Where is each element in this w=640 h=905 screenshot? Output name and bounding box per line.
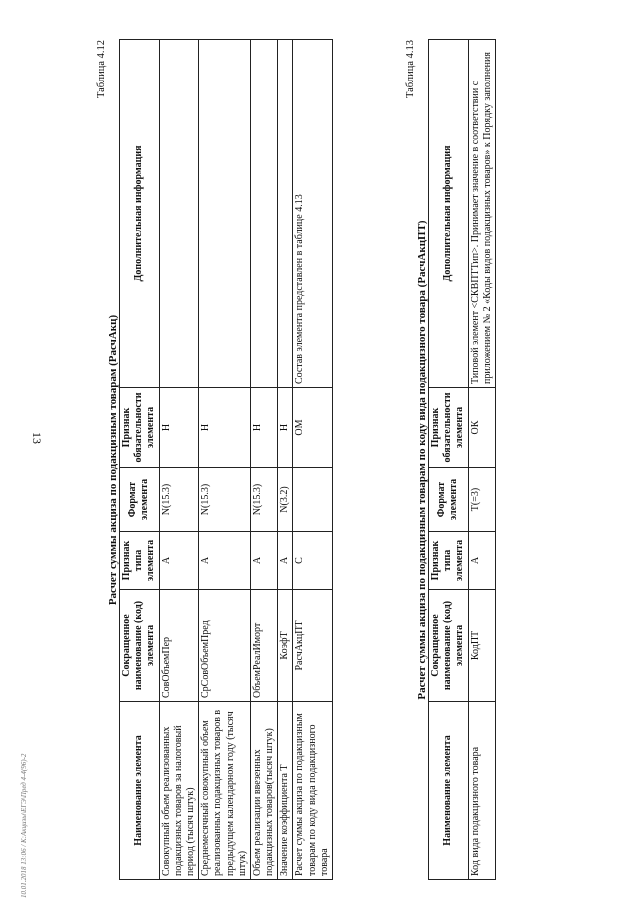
table-cell: Н [159, 388, 199, 468]
table-row [468, 40, 495, 880]
table-4-12-block [96, 40, 333, 880]
table-cell [278, 40, 293, 388]
table-row [278, 40, 293, 880]
header-cell: Формат элемента [429, 468, 469, 532]
table-cell: ОК [468, 388, 495, 468]
page-number: 13 [30, 432, 44, 444]
table-4-12 [119, 39, 333, 880]
table-cell: А [468, 532, 495, 590]
table-cell: А [278, 532, 293, 590]
table-caption: Таблица 4.13 [405, 40, 416, 99]
table-cell: T(=3) [468, 468, 495, 532]
table-title: Расчет суммы акциза по подакцизным товарам (РасчАкц) [107, 314, 119, 606]
header-cell: Формат элемента [120, 468, 160, 532]
table-cell [199, 40, 251, 388]
table-title: Расчет суммы акциза по подакцизным товарам по коду вида подакцизного товара (РасчАкцПТ) [416, 220, 428, 700]
table-cell: ОМ [293, 388, 333, 468]
table-cell [159, 40, 199, 388]
table-row [250, 40, 277, 880]
table-cell: Значение коэффициента Т [278, 702, 293, 880]
table-cell: КоэфТ [278, 590, 293, 702]
table-cell: СрСовОбъемПред [199, 590, 251, 702]
table-cell: Совокупный объем реализованных подакцизных товаров за налоговый период (тысяч штук) [159, 702, 199, 880]
table-cell: Типовой элемент <СКВПТТип>. Принимает значение в соответствии с приложением № 2 «Коды видов подакцизных товаров» к Порядку заполнения [468, 40, 495, 388]
table-cell: С [293, 532, 333, 590]
table-cell: N(15.3) [250, 468, 277, 532]
table-cell: Н [199, 388, 251, 468]
table-row [159, 40, 199, 880]
table-cell: Код вида подакцизного товара [468, 702, 495, 880]
table-cell: Среднемесячный совокупный объем реализованных подакцизных товаров в предыдущем календарном году (тысяч штук) [199, 702, 251, 880]
table-cell: ОбъемРеалИморт [250, 590, 277, 702]
header-cell: Признак обязательности элемента [429, 388, 469, 468]
table-cell [250, 40, 277, 388]
header-cell: Наименование элемента [120, 702, 160, 880]
table-header-row [429, 40, 469, 880]
table-cell: КодПТ [468, 590, 495, 702]
table-4-13-block [405, 40, 496, 880]
table-cell: СовОбъемПер [159, 590, 199, 702]
table-4-13 [428, 39, 496, 880]
table-cell: А [159, 532, 199, 590]
table-header-row [120, 40, 160, 880]
table-cell: РасчАкцПТ [293, 590, 333, 702]
header-cell: Признак обязательности элемента [120, 388, 160, 468]
header-cell: Дополнительная информация [120, 40, 160, 388]
header-cell: Сокращенное наименование (код) элемента [429, 590, 469, 702]
table-cell: N(15.3) [199, 468, 251, 532]
table-cell: N(15.3) [159, 468, 199, 532]
header-cell: Сокращенное наименование (код) элемента [120, 590, 160, 702]
table-cell: Н [278, 388, 293, 468]
header-cell: Наименование элемента [429, 702, 469, 880]
table-cell: А [199, 532, 251, 590]
table-cell: Расчет суммы акциза по подакцизным товарам по коду вида подакцизного товара [293, 702, 333, 880]
table-cell: А [250, 532, 277, 590]
header-cell: Признак типа элемента [120, 532, 160, 590]
file-stamp: 10.01.2018 13:06 / К:Акцизы\ЕГЭ\Пред 4-4(96)-2 [20, 753, 28, 898]
header-cell: Дополнительная информация [429, 40, 469, 388]
table-row [293, 40, 333, 880]
table-cell: Состав элемента представлен в таблице 4.13 [293, 40, 333, 388]
table-caption: Таблица 4.12 [96, 40, 107, 99]
table-cell [293, 468, 333, 532]
table-cell: Н [250, 388, 277, 468]
table-row [199, 40, 251, 880]
table-cell: Объем реализации ввезенных подакцизных товаров(тысяч штук) [250, 702, 277, 880]
table-cell: N(3.2) [278, 468, 293, 532]
header-cell: Признак типа элемента [429, 532, 469, 590]
